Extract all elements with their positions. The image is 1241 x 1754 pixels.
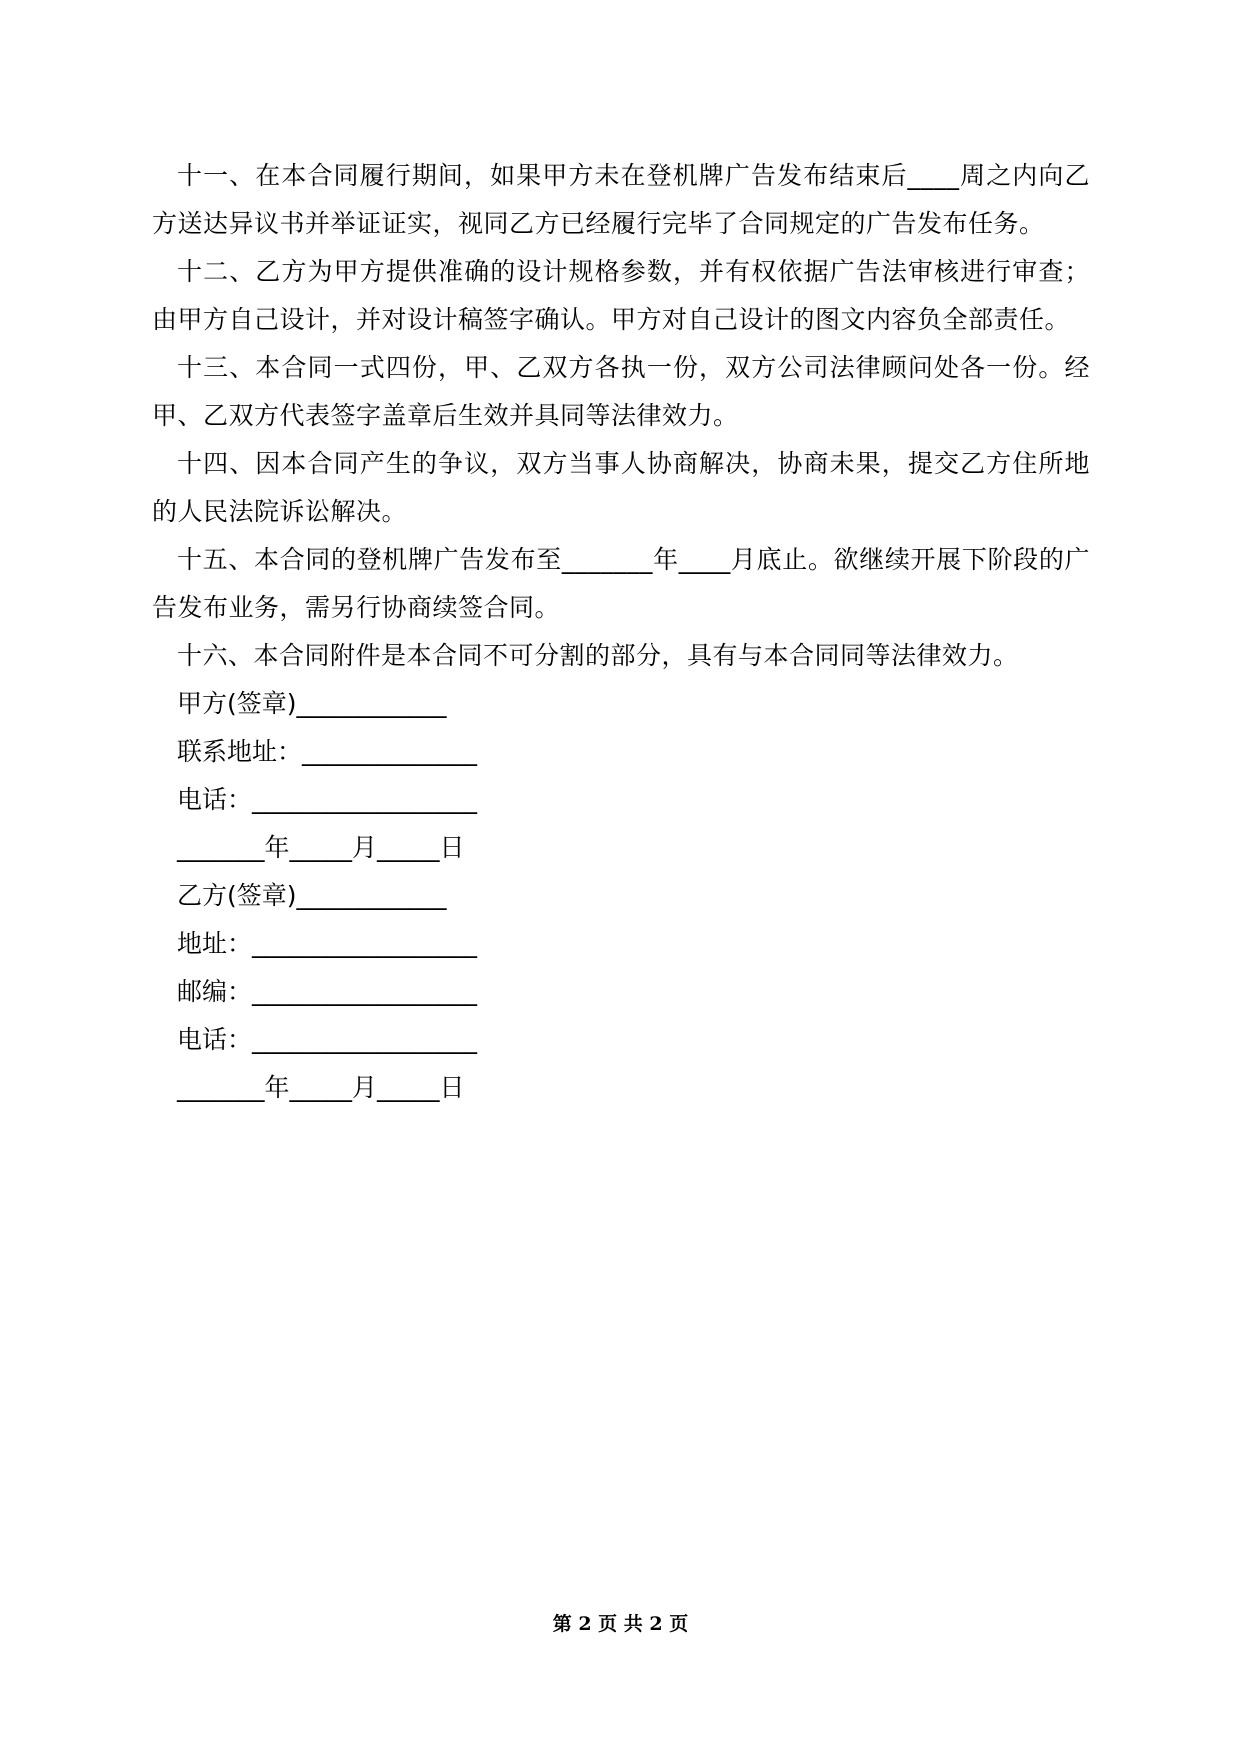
clause-15: 十五、本合同的登机牌广告发布至_______年____月底止。欲继续开展下阶段的广告发布业务，需另行协商续签合同。 [152, 545, 1090, 622]
party-a-address-line: 联系地址：______________ [177, 737, 478, 766]
party-b-address-line: 地址：__________________ [177, 929, 478, 958]
party-a-sign-line: 甲方(签章)____________ [177, 689, 447, 718]
clause-14: 十四、因本合同产生的争议，双方当事人协商解决，协商未果，提交乙方住所地的人民法院诉讼解决。 [152, 449, 1090, 526]
clause-16: 十六、本合同附件是本合同不可分割的部分，具有与本合同同等法律效力。 [177, 641, 1019, 670]
clause-13: 十三、本合同一式四份，甲、乙双方各执一份，双方公司法律顾问处各一份。经甲、乙双方代表签字盖章后生效并具同等法律效力。 [152, 353, 1090, 430]
party-b-postcode-line: 邮编：__________________ [177, 977, 478, 1006]
party-a-date-line: _______年_____月_____日 [177, 833, 465, 862]
page-number-footer: 第 2 页 共 2 页 [552, 1613, 689, 1635]
contract-body [152, 152, 1090, 1112]
party-b-signature-block [152, 872, 1090, 1112]
party-a-phone-line: 电话：__________________ [177, 785, 478, 814]
party-a-signature-block [152, 680, 1090, 872]
clause-11: 十一、在本合同履行期间，如果甲方未在登机牌广告发布结束后____周之内向乙方送达异议书并举证证实，视同乙方已经履行完毕了合同规定的广告发布任务。 [152, 161, 1090, 238]
party-b-date-line: _______年_____月_____日 [177, 1073, 465, 1102]
party-b-sign-line: 乙方(签章)____________ [177, 881, 447, 910]
clause-12: 十二、乙方为甲方提供准确的设计规格参数，并有权依据广告法审核进行审查；由甲方自己设计，并对设计稿签字确认。甲方对自己设计的图文内容负全部责任。 [152, 257, 1090, 334]
party-b-phone-line: 电话：__________________ [177, 1025, 478, 1054]
